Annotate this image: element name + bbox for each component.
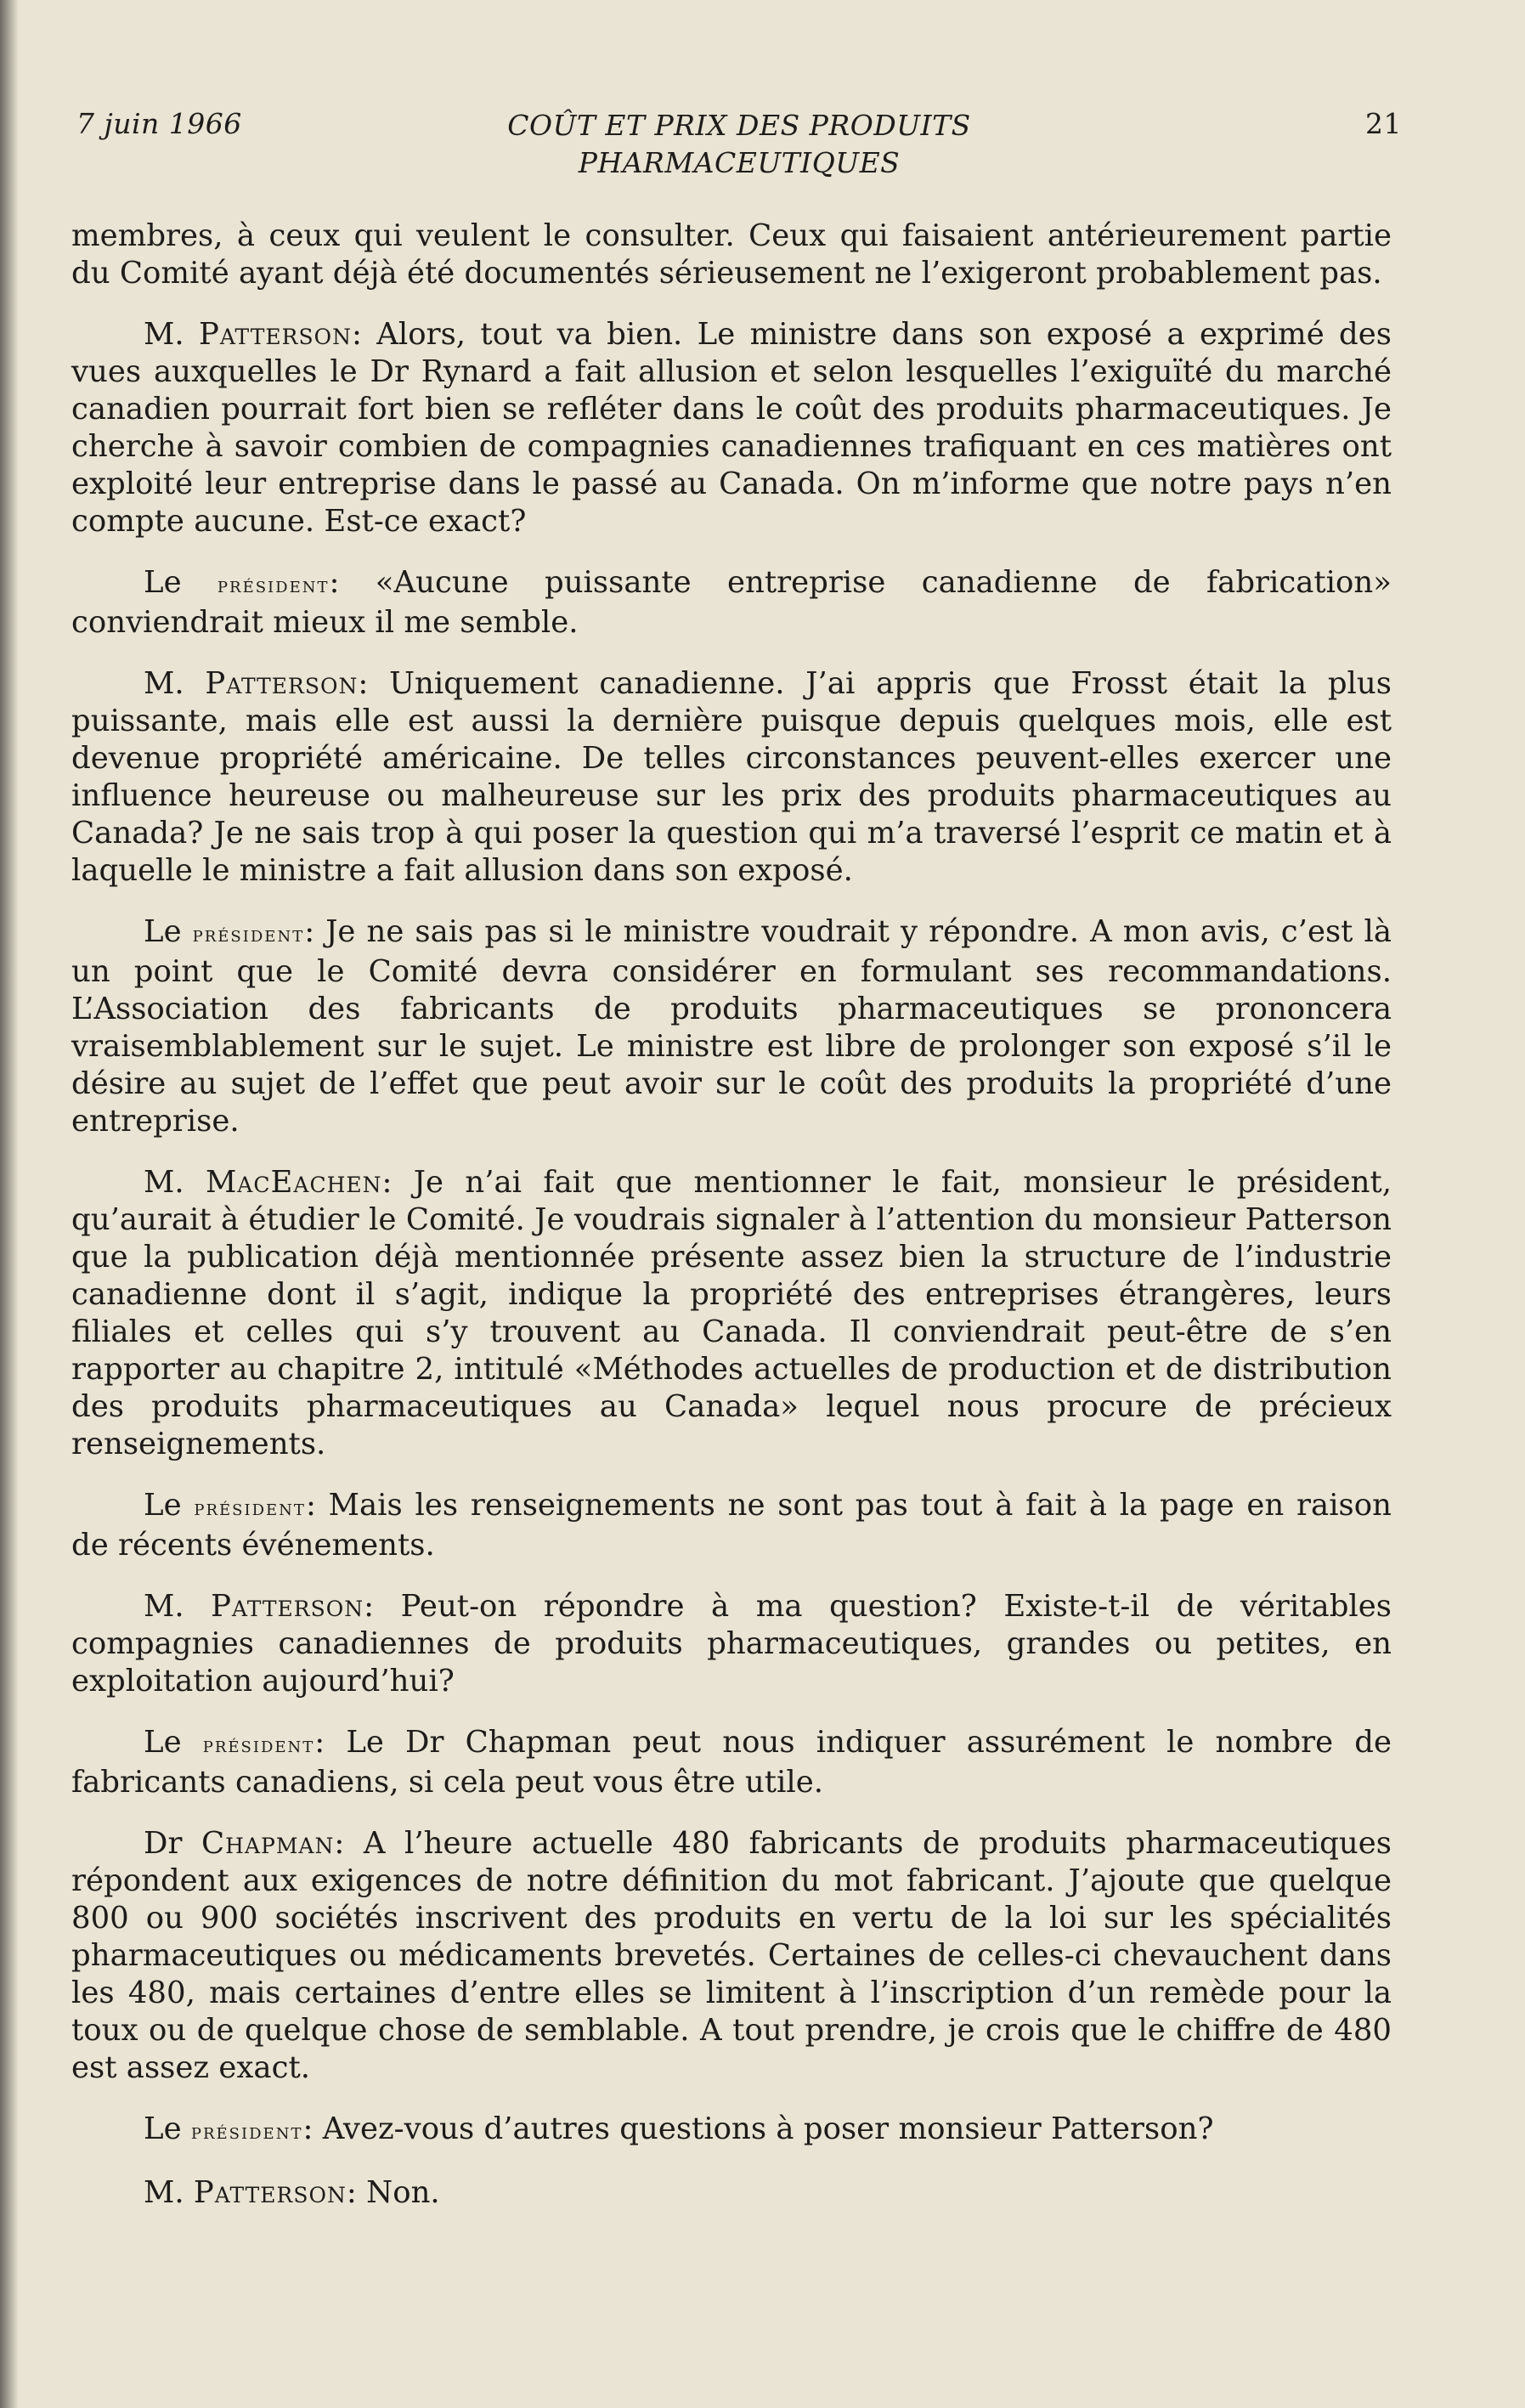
paragraph-president [71, 2111, 1392, 2151]
header-title [76, 107, 1402, 182]
paragraph-maceachen [71, 1164, 1392, 1463]
paragraph-text: : Avez-vous d’autres questions à poser monsieur Patterson? [302, 2111, 1214, 2146]
paragraph-text: : Le Dr Chapman peut nous indiquer assurément le nombre de fabricants canadiens, si cela peut vous être utile. [71, 1725, 1392, 1800]
paragraph-text: : «Aucune puissante entreprise canadienne de fabrication» conviendrait mieux il me semble. [71, 565, 1392, 640]
speaker-name: Patterson [211, 1589, 364, 1624]
paragraph-text: : Mais les renseignements ne sont pas tout à fait à la page en raison de récents événements. [71, 1488, 1392, 1563]
speaker-prefix: Le [144, 565, 217, 600]
speaker-prefix: Le [144, 1488, 195, 1523]
speaker-prefix: M. [144, 1165, 206, 1200]
paragraph-chapman [71, 1825, 1392, 2087]
speaker-prefix: Le [144, 2111, 191, 2146]
header-title-line-1: COÛT ET PRIX DES PRODUITS [507, 109, 971, 142]
speaker-prefix: M. [144, 2175, 194, 2210]
header-title-line-2: PHARMACEUTIQUES [578, 146, 901, 179]
paragraph-text: : Peut-on répondre à ma question? Existe-t-il de véritables compagnies canadiennes de produits pharmaceutiques, grandes ou petites, en exploitation aujourd’hui? [71, 1589, 1392, 1699]
speaker-prefix: M. [144, 1589, 212, 1624]
speaker-name: Chapman [201, 1826, 335, 1861]
speaker-name: MacEachen [205, 1165, 382, 1200]
paragraph-president [71, 564, 1392, 642]
speaker-name: président [202, 1733, 315, 1758]
speaker-name: président [192, 922, 305, 947]
transcript-body [71, 218, 1392, 2236]
paragraph-patterson [71, 1588, 1392, 1700]
paragraph-text: : Non. [346, 2175, 440, 2210]
speaker-name: Patterson [198, 317, 352, 352]
speaker-prefix: M. [144, 317, 199, 352]
paragraph-continuation [71, 218, 1392, 292]
paragraph-text: : Je ne sais pas si le ministre voudrait y répondre. A mon avis, c’est là un point que le Comité devra considérer en formulant ses recommandations. L’Association des fabricants de produits pharmaceutiques se prononcera vraisemblablement sur le sujet. Le ministre est libre de prolonger son exposé s’il le désire au sujet de l’effet que peut avoir sur le coût des produits la propriété d’une entreprise. [71, 914, 1392, 1139]
speaker-prefix: Le [144, 1725, 203, 1760]
paragraph-patterson [71, 665, 1392, 890]
paragraph-text: : A l’heure actuelle 480 fabricants de produits pharmaceutiques répondent aux exigences de notre définition du mot fabricant. J’ajoute que quelque 800 ou 900 sociétés inscrivent des produits en vertu de la loi sur les spécialités pharmaceutiques ou médicaments brevetés. Certaines de celles-ci chevauchent dans les 480, mais certaines d’entre elles se limitent à l’inscription d’un remède pour la toux ou de quelque chose de semblable. A tout prendre, je crois que le chiffre de 480 est assez exact. [71, 1826, 1392, 2085]
paragraph-patterson [71, 316, 1392, 540]
header-date: 7 juin 1966 [76, 107, 242, 140]
paragraph-president [71, 913, 1392, 1140]
speaker-prefix: M. [144, 666, 206, 701]
paragraph-president [71, 1487, 1392, 1564]
page-binding-shadow [0, 0, 19, 2408]
speaker-prefix: Dr [144, 1826, 201, 1861]
speaker-name: Patterson [193, 2175, 347, 2210]
paragraph-text: : Je n’ai fait que mentionner le fait, monsieur le président, qu’aurait à étudier le Comité. Je voudrais signaler à l’attention du monsieur Patterson que la publication déjà mentionnée présente assez bien la structure de l’industrie canadienne dont il s’agit, indique la propriété des entreprises étrangères, leurs filiales et celles qui s’y trouvent au Canada. Il conviendrait peut-être de s’en rapporter au chapitre 2, intitulé «Méthodes actuelles de production et de distribution des produits pharmaceutiques au Canada» lequel nous procure de précieux renseignements. [71, 1165, 1392, 1461]
speaker-prefix: Le [144, 914, 193, 949]
paragraph-text: membres, à ceux qui veulent le consulter. Ceux qui faisaient antérieurement partie du Comité ayant déjà été documentés sérieusement ne l’exigeront probablement pas. [71, 218, 1392, 291]
page-number: 21 [1365, 107, 1402, 140]
speaker-name: président [217, 573, 330, 598]
speaker-name: Patterson [205, 666, 359, 701]
speaker-name: président [190, 2119, 303, 2145]
paragraph-patterson [71, 2174, 1392, 2212]
paragraph-text: : Uniquement canadienne. J’ai appris que Frosst était la plus puissante, mais elle est aussi la dernière puisque depuis quelques mois, elle est devenue propriété américaine. De telles circonstances peuvent-elles exercer une influence heureuse ou malheureuse sur les prix des produits pharmaceutiques au Canada? Je ne sais trop à qui poser la question qui m’a traversé l’esprit ce matin et à laquelle le ministre a fait allusion dans son exposé. [71, 666, 1392, 888]
running-header [76, 104, 1402, 180]
paragraph-president [71, 1724, 1392, 1801]
paragraph-text: : Alors, tout va bien. Le ministre dans son exposé a exprimé des vues auxquelles le Dr Rynard a fait allusion et selon lesquelles l’exiguïté du marché canadien pourrait fort bien se refléter dans le coût des produits pharmaceutiques. Je cherche à savoir combien de compagnies canadiennes trafiquant en ces matières ont exploité leur entreprise dans le passé au Canada. On m’informe que notre pays n’en compte aucune. Est-ce exact? [71, 317, 1392, 539]
speaker-name: président [194, 1495, 306, 1521]
